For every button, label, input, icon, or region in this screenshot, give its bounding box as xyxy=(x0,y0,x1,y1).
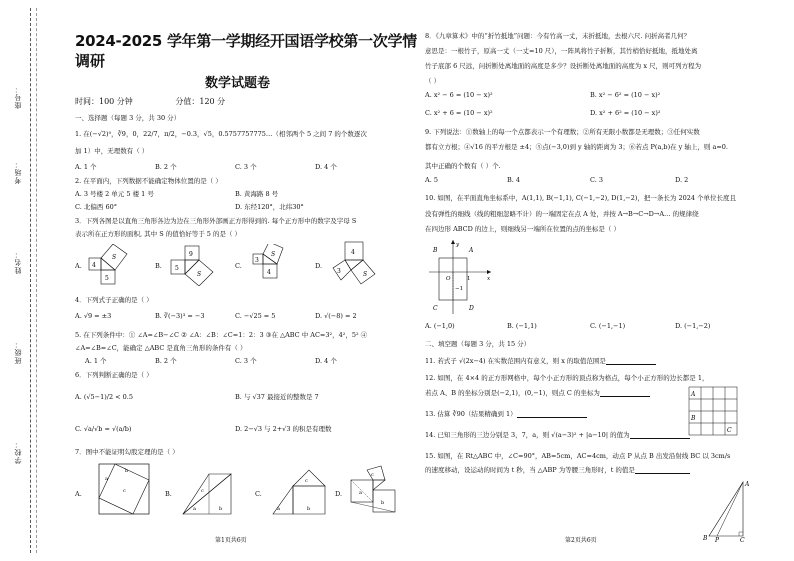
q5-text-b: ∠A=∠B=∠C，能确定 △ABC 是直角三角形的条件有（ ） xyxy=(75,344,247,352)
q14-label: 14. 已知三角形的三边分别是 3，7，a，则 √(a−3)² + |a−10| 的值为 xyxy=(425,431,630,439)
q13-text xyxy=(425,410,587,418)
q10-label-b: B xyxy=(433,247,438,254)
q9-text-b: 都有立方根；④√16 的平方根是 ±4；⑤点(−3,0)到 y 轴的距离为 3；⑥若点 P(a,b)在 y 轴上，则 a=0. xyxy=(425,143,728,151)
q7a-label-b: b xyxy=(125,468,129,474)
q7c-label-a: a xyxy=(277,506,280,512)
q8-text-d: （ ） xyxy=(425,77,441,85)
q11-answer-blank[interactable] xyxy=(606,358,656,365)
q1-option-c: C. 3 个 xyxy=(235,163,257,171)
exam-title-line2: 调研 xyxy=(75,52,106,70)
q1-option-a: A. 1 个 xyxy=(75,163,97,171)
q13-answer-blank[interactable] xyxy=(517,411,587,418)
q12-label: 若点 A、B 的坐标分别是(−2,1)，(0,−1)，则点 C 的坐标为 xyxy=(425,389,600,397)
exam-subtitle: 数学试题卷 xyxy=(205,76,271,91)
q7a-label-c: c xyxy=(123,488,126,494)
q10-label-a: A xyxy=(469,247,474,254)
seat-number-label: 座号： xyxy=(14,85,22,109)
q10-option-c: C. (−1,−1) xyxy=(590,322,626,330)
section-1-heading: 一、选择题（每题 3 分，共 30 分） xyxy=(75,114,181,122)
q3-figure-b xyxy=(167,244,217,286)
q15-triangle-figure xyxy=(703,478,763,542)
q3d-label-4: 4 xyxy=(351,249,355,256)
q2-option-a: A. 3 号楼 2 单元 5 楼 1 号 xyxy=(75,190,154,198)
q7b-label-b: b xyxy=(219,506,223,512)
q12-label-b: B xyxy=(691,415,696,422)
q7a-label-a: a xyxy=(105,476,108,482)
binding-strip xyxy=(0,0,48,561)
q6-option-c: C. √a/√b = √(a/b) xyxy=(75,425,132,433)
q3-figure-d xyxy=(327,240,387,288)
q5-option-c: C. 3 个 xyxy=(235,357,257,365)
q1-text-b: 加 1）中，无理数有（ ） xyxy=(75,147,149,155)
q8-option-d: D. x² + 6² = (10 − x)² xyxy=(590,109,661,117)
q10-label-neg1: −1 xyxy=(455,286,464,292)
q1-option-b: B. 2 个 xyxy=(155,163,177,171)
q2-option-b: B. 黄海路 8 号 xyxy=(235,190,279,198)
q7c-label-c: c xyxy=(305,478,308,484)
q13-label: 13. 估算 ∛90（结果精确到 1） xyxy=(425,410,517,418)
q10-label-o: O xyxy=(446,276,451,282)
cut-line xyxy=(36,8,37,553)
q15-label-c: C xyxy=(740,537,745,542)
q7-figure-b xyxy=(179,470,235,518)
q7-text: 7．图中不能证明勾股定理的是（ ） xyxy=(75,448,179,456)
q3c-label-3: 3 xyxy=(255,257,259,264)
q4-text: 4．下列式子正确的是（ ） xyxy=(75,296,153,304)
q8-text-b: 意思是：一根竹子，原高一丈（一丈=10 尺），一阵风将竹子折断，其竹梢恰好抵地，抵地处离 xyxy=(425,47,698,55)
q3-figure-a xyxy=(87,244,137,286)
q3b-label-5: 5 xyxy=(175,265,179,272)
q8-option-b: B. x² − 6² = (10 − x)² xyxy=(590,91,661,99)
q12-text: 12. 如图，在 4×4 的正方形网格中，每个小正方形的顶点称为格点，每个小正方形的边长都是 1， xyxy=(425,374,709,382)
q9-option-c: C. 3 xyxy=(590,176,604,184)
q10-label-x: x xyxy=(487,276,491,282)
q1-option-d: D. 4 个 xyxy=(315,163,337,171)
class-label: 班级： xyxy=(14,340,22,364)
q11-label: 11. 若式子 √(2x−4) 在实数范围内有意义，则 x 的取值范围是 xyxy=(425,357,606,365)
page-2 xyxy=(425,0,787,561)
q3d-label-3: 3 xyxy=(337,268,341,275)
q5-option-b: B. 2 个 xyxy=(155,357,177,365)
q15-label-p: P xyxy=(715,537,720,542)
q9-text-c: 其中正确的个数有（ ）个. xyxy=(425,162,501,170)
q7-option-b: B. xyxy=(165,490,172,498)
q2-option-c: C. 北偏西 60° xyxy=(75,203,117,211)
exam-score: 分值：120 分 xyxy=(175,97,226,106)
q10-text: 10. 如图，在平面直角坐标系中，A(1,1), B(−1,1), C(−1,−2), D(1,−2)，把一条长为 2024 个单位长度且 xyxy=(425,194,737,202)
school-label: 学校： xyxy=(14,440,22,464)
q7-figure-c xyxy=(269,466,329,518)
q10-label-y: y xyxy=(456,242,460,248)
q6-text: 6．下列判断正确的是（ ） xyxy=(75,371,153,379)
exam-meta xyxy=(75,97,265,107)
q10-coordinate-figure xyxy=(425,238,495,318)
q7-option-c: C. xyxy=(255,490,262,498)
q10-label-d: D xyxy=(469,305,474,312)
q4-option-b: B. ∛(−3)³ = −3 xyxy=(155,312,205,320)
q8-option-a: A. x² − 6 = (10 − x)² xyxy=(425,91,493,99)
q3a-label-5: 5 xyxy=(105,275,109,282)
q15-label-a: A xyxy=(745,481,750,488)
exam-title: 2024-2025 学年第一学期经开国语学校第一次学情 xyxy=(75,32,417,50)
q12-text-b xyxy=(425,389,650,397)
q3b-label-s: S xyxy=(197,271,202,278)
q10-text-c: 在四边形 ABCD 的边上，则细线另一端所在位置的点的坐标是（ ） xyxy=(425,225,620,233)
q7-option-a: A. xyxy=(75,490,82,498)
q6-option-b: B. 与 √37 最接近的整数是 7 xyxy=(235,393,319,401)
q15-answer-blank[interactable] xyxy=(635,467,690,474)
page-2-footer: 第2页共6页 xyxy=(565,537,597,544)
q7d-label-a: a xyxy=(359,490,362,496)
q2-option-d: D. 东经120°，北纬30° xyxy=(235,203,304,211)
q1-text: 1. 在(−√2)⁰，∛9，0，22/7，π/2，−0.3，√5，0.5757757775…（相邻两个 5 之间 7 的个数逐次 xyxy=(75,130,367,138)
q7d-label-b: b xyxy=(381,500,385,506)
q9-option-a: A. 5 xyxy=(425,176,438,184)
q7b-label-a: a xyxy=(193,506,196,512)
q3-option-d: D. xyxy=(315,262,323,270)
q10-option-a: A. (−1,0) xyxy=(425,322,455,330)
q10-option-b: B. (−1,1) xyxy=(507,322,537,330)
q9-option-b: B. 4 xyxy=(507,176,521,184)
q3-text-b: 表示所在正方形的面积, 其中 S 的值恰好等于 5 的是（ ） xyxy=(75,230,242,238)
q10-text-b: 没有弹性的细线（线的粗细忽略不计）的一端固定在点 A 处，并按 A→B→C→D→A… 的规律绕 xyxy=(425,210,699,218)
q2-text: 2. 在平面内，下列数据不能确定物体位置的是（ ） xyxy=(75,177,222,185)
q9-text: 9. 下列说法：①数轴上的每一个点都表示一个有理数；②所有无限小数都是无理数；③任何实数 xyxy=(425,128,700,136)
section-2-heading: 二、填空题（每题 3 分，共 15 分） xyxy=(425,340,531,348)
q10-label-c: C xyxy=(433,305,438,312)
q10-option-d: D. (−1,−2) xyxy=(675,322,711,330)
q3-figure-c xyxy=(247,244,297,286)
q3a-label-s: S xyxy=(112,254,117,261)
q4-option-d: D. √(−8) = 2 xyxy=(315,312,357,320)
page-1-footer: 第1页共6页 xyxy=(215,537,247,544)
q7b-label-c: c xyxy=(201,488,204,494)
q3-text: 3．下列各图是以直角三角形各边为边在三角形外部画正方形得到的. 每个正方形中的数字及字母 S xyxy=(75,217,357,225)
q3-option-c: C. xyxy=(235,262,242,270)
q9-option-d: D. 2 xyxy=(675,176,689,184)
q8-text: 8．《九章算术》中的“折竹抵地”问题：今有竹高一丈，末折抵地，去根六尺. 问折高者几何？ xyxy=(425,32,691,40)
q10-label-1: 1 xyxy=(467,276,471,282)
q4-option-a: A. √9 = ±3 xyxy=(75,312,112,320)
q3-option-a: A. xyxy=(75,262,82,270)
q7-figure-a xyxy=(95,460,155,520)
q6-option-a: A. (√5−1)/2 < 0.5 xyxy=(75,393,133,401)
q4-option-c: C. −√25 = 5 xyxy=(235,312,276,320)
q7c-label-b: b xyxy=(307,506,311,512)
q3b-label-9: 9 xyxy=(189,251,193,258)
q5-text: 5. 在下列条件中：① ∠A=∠B−∠C ② ∠A：∠B：∠C=1：2：3 ③在 △ABC 中 AC=3²，4²，5² ④ xyxy=(75,331,368,339)
q3a-label-4: 4 xyxy=(92,262,96,269)
q12-answer-blank[interactable] xyxy=(600,390,650,397)
q8-text-c: 竹子底部 6 尺远，问折断处离地面的高度是多少？设折断处离地面的高度为 x 尺，则可列方程为 xyxy=(425,62,702,70)
exam-room-label: 考场： xyxy=(14,160,22,184)
q14-answer-blank[interactable] xyxy=(630,432,690,439)
q3d-label-s: S xyxy=(363,271,368,278)
q3-option-b: B. xyxy=(155,262,162,270)
q3c-label-4: 4 xyxy=(267,269,271,276)
name-label: 姓名： xyxy=(14,250,22,274)
q5-option-d: D. 4 个 xyxy=(315,357,337,365)
q12-label-a: A xyxy=(691,391,696,398)
q11-text xyxy=(425,357,656,365)
fold-line xyxy=(30,8,31,553)
q15-label: 的速度移动，设运动的时间为 t 秒，当 △ABP 为等腰三角形时，t 的值是 xyxy=(425,466,635,474)
q3c-label-s: S xyxy=(271,251,276,258)
q7-option-d: D. xyxy=(335,490,343,498)
q15-text-b xyxy=(425,466,690,474)
q12-grid-figure xyxy=(687,385,739,437)
q5-option-a: A. 1 个 xyxy=(85,357,107,365)
q12-label-c: C xyxy=(727,427,732,434)
exam-time: 时间：100 分钟 xyxy=(75,97,133,106)
q8-option-c: C. x² + 6 = (10 − x)² xyxy=(425,109,493,117)
q7d-label-c: c xyxy=(371,472,374,478)
q15-text: 15. 如图，在 Rt△ABC 中，∠C=90°，AB=5cm，AC=4cm，动点 P 从点 B 出发沿射线 BC 以 3cm/s xyxy=(425,452,731,460)
page-1 xyxy=(55,0,417,561)
q14-text xyxy=(425,431,690,439)
q15-label-b: B xyxy=(703,535,708,542)
q7-figure-d xyxy=(345,460,407,522)
q6-option-d: D. 2−√3 与 2+√3 的积是有理数 xyxy=(235,425,332,433)
